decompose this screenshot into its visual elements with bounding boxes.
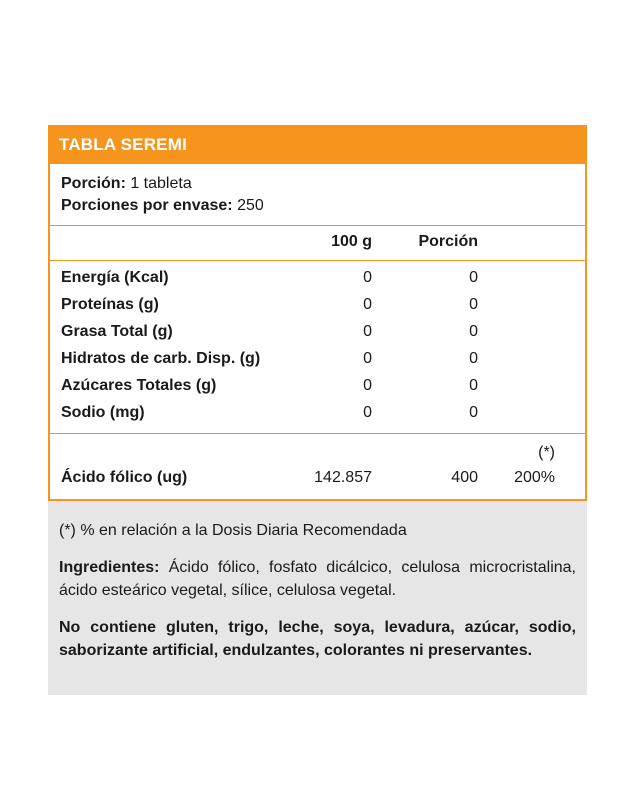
nutrient-list — [50, 261, 585, 434]
nutrient-name: Energía (Kcal) — [61, 269, 169, 286]
servings-label: Porciones por envase: — [61, 197, 233, 214]
nutrient-name: Azúcares Totales (g) — [61, 377, 217, 394]
nutrient-per100: 0 — [363, 296, 372, 313]
column-header-portion: Porción — [418, 233, 478, 250]
info-footer — [48, 501, 587, 695]
ingredients-text: Ácido fólico, fosfato dicálcico, celulosa microcristalina, ácido esteárico vegetal, sílice, celulosa vegetal. — [59, 559, 576, 599]
table-row — [50, 319, 585, 346]
nutrient-per100: 0 — [363, 269, 372, 286]
dv-asterisk-marker: (*) — [538, 444, 555, 461]
folic-acid-portion: 400 — [451, 469, 478, 486]
nutrient-per100: 0 — [363, 377, 372, 394]
allergen-free-statement: No contiene gluten, trigo, leche, soya, levadura, azúcar, sodio, saborizante artificial, endulzantes, colorantes ni preservantes. — [59, 619, 576, 659]
table-row — [50, 292, 585, 319]
column-header-100g: 100 g — [331, 233, 372, 250]
servings-per-container — [61, 195, 574, 217]
ingredients-label: Ingredientes: — [59, 559, 160, 576]
serving-size-label: Porción: — [61, 175, 126, 192]
nutrient-per100: 0 — [363, 323, 372, 340]
nutrient-name: Grasa Total (g) — [61, 323, 173, 340]
table-row — [50, 346, 585, 373]
table-row — [50, 373, 585, 400]
serving-size-value: 1 tableta — [125, 175, 192, 192]
folic-acid-name: Ácido fólico (ug) — [61, 469, 188, 486]
servings-value: 250 — [232, 197, 264, 214]
portion-info — [50, 164, 585, 226]
nutrient-name: Hidratos de carb. Disp. (g) — [61, 350, 261, 367]
nutrient-portion: 0 — [469, 350, 478, 367]
daily-value-note: (*) % en relación a la Dosis Diaria Recomendada — [59, 522, 407, 539]
nutrient-portion: 0 — [469, 269, 478, 286]
table-title: TABLA SEREMI — [48, 125, 587, 164]
nutrient-name: Proteínas (g) — [61, 296, 159, 313]
nutrition-table — [48, 125, 587, 501]
nutrient-per100: 0 — [363, 404, 372, 421]
table-row — [50, 265, 585, 292]
table-row — [50, 400, 585, 427]
ingredients — [59, 556, 576, 602]
serving-size — [61, 173, 574, 195]
nutrient-portion: 0 — [469, 323, 478, 340]
nutrient-portion: 0 — [469, 404, 478, 421]
nutrient-portion: 0 — [469, 296, 478, 313]
nutrition-panel — [48, 125, 587, 695]
folic-acid-row — [50, 434, 585, 499]
folic-acid-per100: 142.857 — [314, 469, 372, 486]
nutrient-portion: 0 — [469, 377, 478, 394]
nutrient-per100: 0 — [363, 350, 372, 367]
nutrient-name: Sodio (mg) — [61, 404, 145, 421]
column-header-row — [50, 226, 585, 261]
folic-acid-daily-value: 200% — [514, 469, 555, 486]
